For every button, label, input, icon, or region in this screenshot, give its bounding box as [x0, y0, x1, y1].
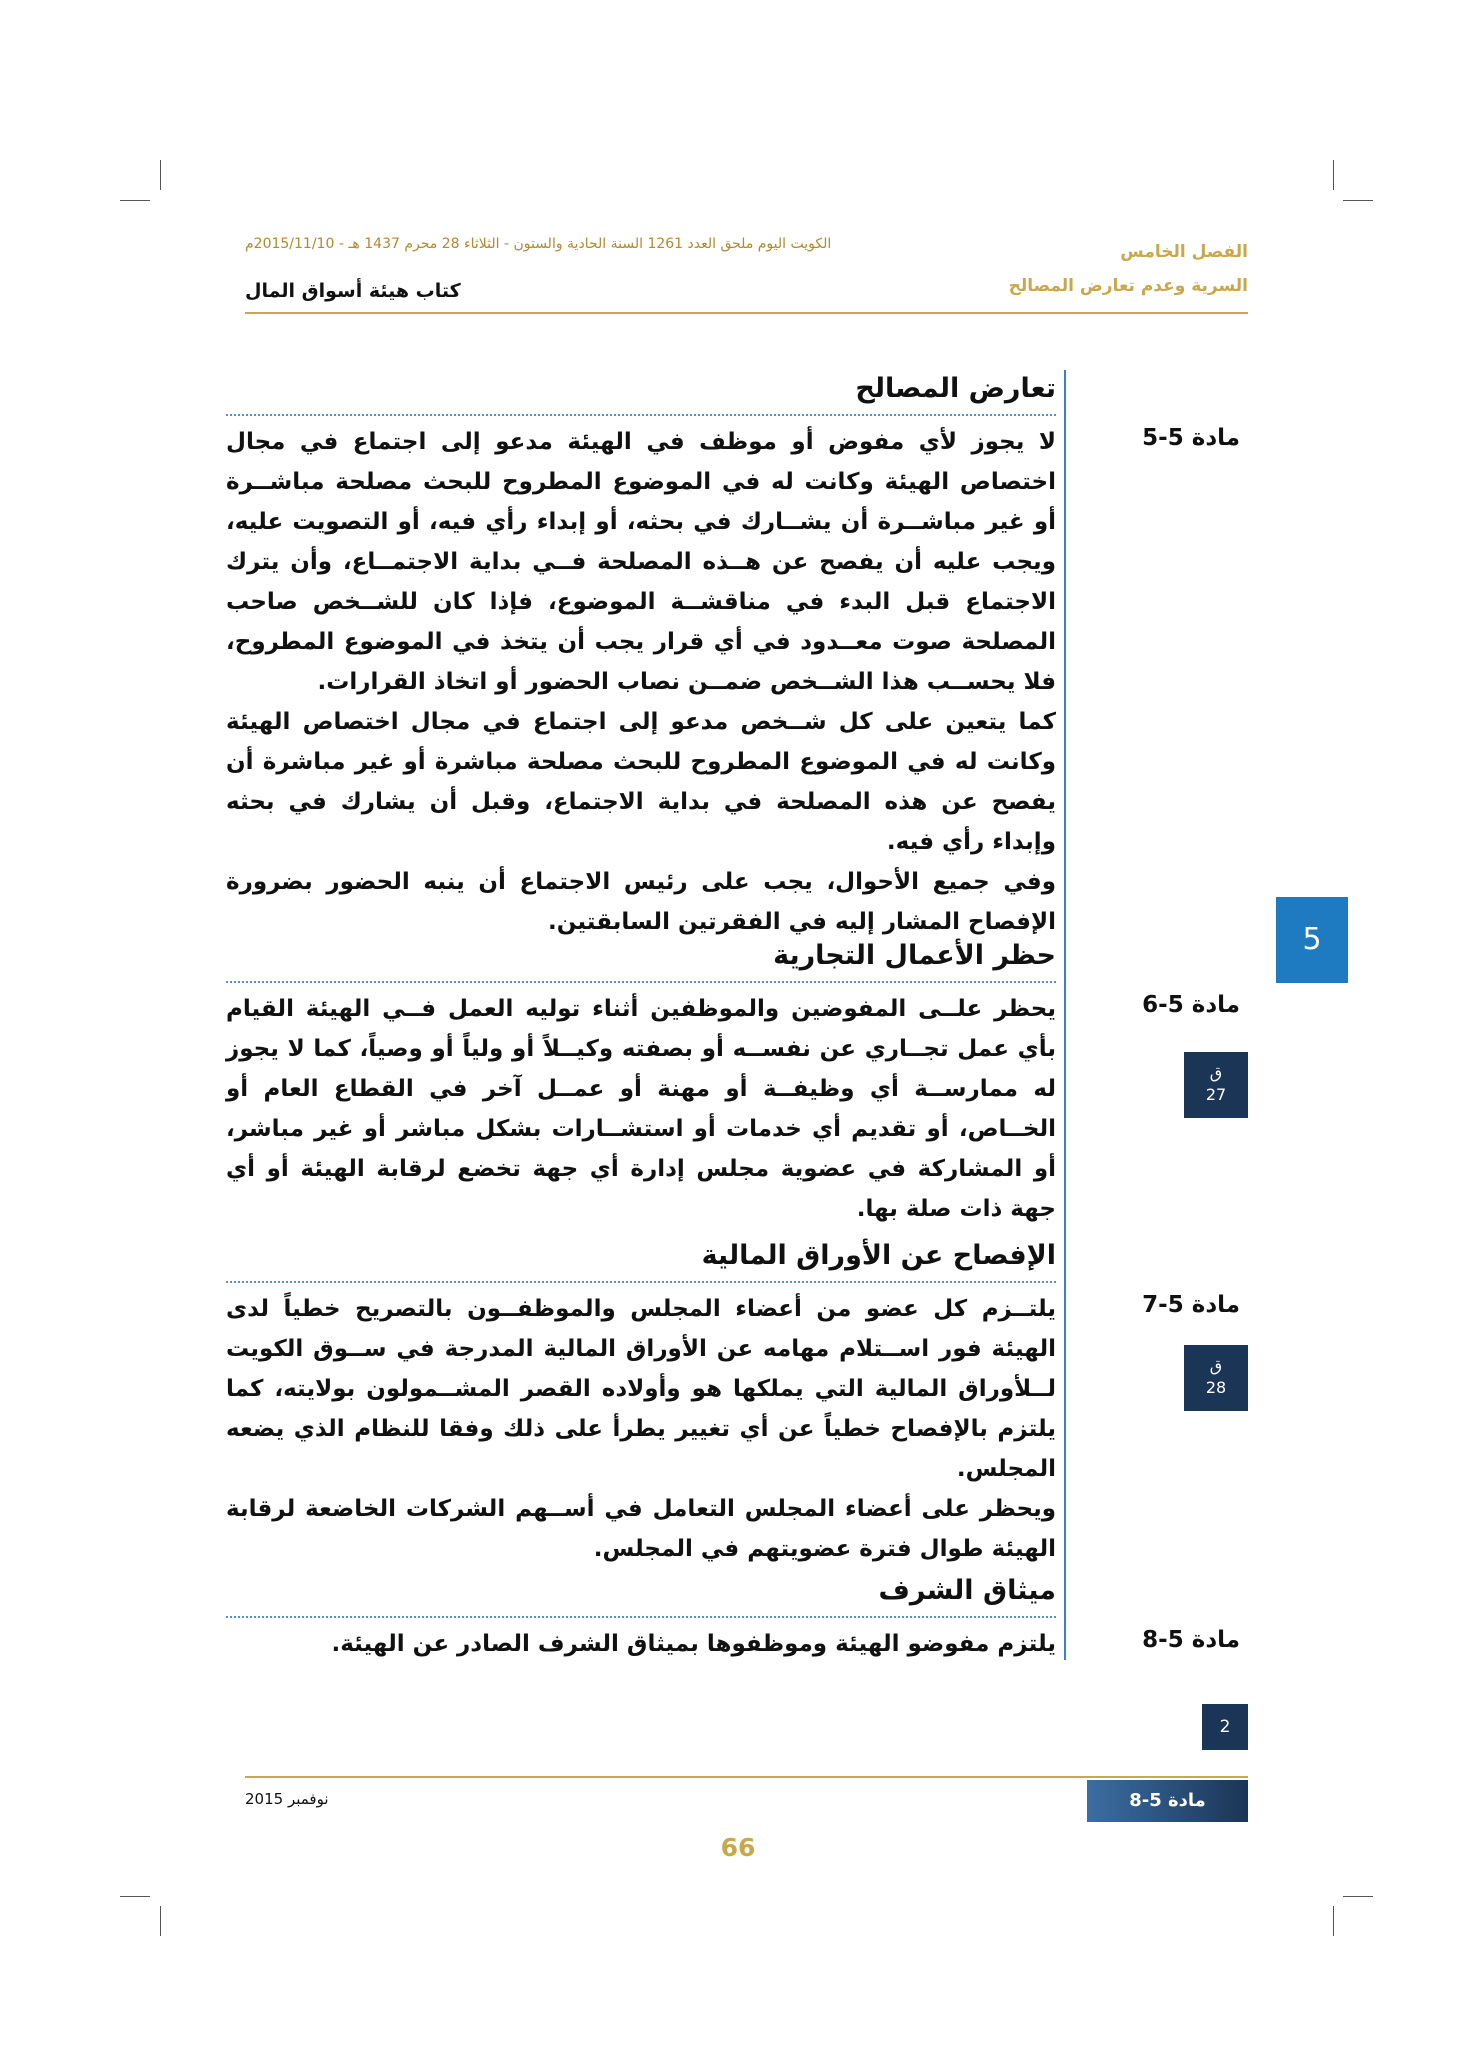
ref-number: 27 [1205, 1085, 1227, 1104]
gazette-line: الكويت اليوم ملحق العدد 1261 السنة الحادية والستون - الثلاثاء 28 محرم 1437 هـ - 2015/11/10م [245, 236, 832, 252]
section-commercial-ban [226, 940, 1056, 1229]
crop-mark [1343, 1896, 1373, 1897]
paragraph: يلتــزم كل عضو من أعضاء المجلس والموظفــون بالتصريح خطياً لدى الهيئة فور اســتلام مهامه عن الأوراق المالية المدرجة في ســوق الكويت لــلأوراق المالية التي يملكها هو وأولاده القصر المشــمولون بولايته، كما يلتزم بالإفصاح خطياً عن أي تغيير يطرأ على ذلك وفقا للنظام الذي يضعه المجلس. [226, 1296, 1056, 1482]
paragraph: كما يتعين على كل شــخص مدعو إلى اجتماع في مجال اختصاص الهيئة وكانت له في الموضوع المطروح للبحث مصلحة مباشرة أو غير مباشرة أن يفصح عن هذه المصلحة في بداية الاجتماع، وقبل أن يشارك في بحثه وإبداء رأي فيه. [226, 709, 1056, 855]
crop-mark [1333, 160, 1334, 190]
law-ref-box [1184, 1052, 1248, 1118]
page-number: 66 [720, 1833, 756, 1862]
ref-label: ق [1209, 1356, 1223, 1375]
ref-number: 28 [1205, 1378, 1227, 1397]
section-title: الإفصاح عن الأوراق المالية [226, 1240, 1056, 1283]
article-label: مادة 5-8 [1142, 1627, 1240, 1653]
chapter-subtitle: السرية وعدم تعارض المصالح [1008, 276, 1248, 296]
paragraph: ويحظر على أعضاء المجلس التعامل في أســهم الشركات الخاضعة لرقابة الهيئة طوال فترة عضويتهم في المجلس. [226, 1496, 1056, 1562]
section-title: تعارض المصالح [226, 373, 1056, 416]
footer-divider [245, 1776, 1248, 1778]
section-code-of-honor [226, 1575, 1056, 1664]
law-ref-box [1184, 1345, 1248, 1411]
crop-mark [1343, 200, 1373, 201]
section-title: ميثاق الشرف [226, 1575, 1056, 1618]
content-rule [1064, 370, 1066, 1660]
section-securities-disclosure [226, 1240, 1056, 1569]
book-title: كتاب هيئة أسواق المال [245, 280, 461, 302]
section-title: حظر الأعمال التجارية [226, 940, 1056, 983]
crop-mark [1333, 1906, 1334, 1936]
footer-date: نوفمبر 2015 [245, 1790, 329, 1808]
crop-mark [160, 1906, 161, 1936]
crop-mark [160, 160, 161, 190]
footer-article-range: مادة 5-8 [1087, 1780, 1248, 1822]
bottom-ref-box: 2 [1202, 1704, 1248, 1750]
chapter-tab: 5 [1276, 897, 1348, 983]
ref-label: ق [1209, 1063, 1223, 1082]
crop-mark [120, 1896, 150, 1897]
section-conflict-of-interest [226, 373, 1056, 942]
header-divider [245, 312, 1248, 314]
paragraph: يلتزم مفوضو الهيئة وموظفوها بميثاق الشرف الصادر عن الهيئة. [331, 1631, 1056, 1657]
article-label: مادة 5-6 [1142, 992, 1240, 1018]
crop-mark [120, 200, 150, 201]
paragraph: لا يجوز لأي مفوض أو موظف في الهيئة مدعو إلى اجتماع في مجال اختصاص الهيئة وكانت له في الموضوع المطروح للبحث مصلحة مباشــرة أو غير مباشــرة أن يشــارك في بحثه، أو إبداء رأي فيه، أو التصويت عليه، ويجب عليه أن يفصح عن هــذه المصلحة فــي بداية الاجتمــاع، وأن يترك الاجتماع قبل البدء في مناقشــة الموضوع، فإذا كان للشــخص صاحب المصلحة صوت معــدود في أي قرار يجب أن يتخذ في الموضوع المطروح، فلا يحســب هذا الشــخص ضمــن نصاب الحضور أو اتخاذ القرارات. [226, 429, 1056, 695]
paragraph: وفي جميع الأحوال، يجب على رئيس الاجتماع أن ينبه الحضور بضرورة الإفصاح المشار إليه في الفقرتين السابقتين. [226, 869, 1056, 935]
chapter-title: الفصل الخامس [1120, 242, 1248, 262]
article-label: مادة 5-5 [1142, 425, 1240, 451]
article-label: مادة 5-7 [1142, 1292, 1240, 1318]
paragraph: يحظر علــى المفوضين والموظفين أثناء توليه العمل فــي الهيئة القيام بأي عمل تجــاري عن نفســه أو بصفته وكيــلاً أو ولياً أو وصياً، كما لا يجوز له ممارســة أي وظيفــة أو مهنة أو عمــل آخر في القطاع العام أو الخــاص، أو تقديم أي خدمات أو استشــارات بشكل مباشر أو غير مباشر، أو المشاركة في عضوية مجلس إدارة أي جهة تخضع لرقابة الهيئة أو أي جهة ذات صلة بها. [226, 996, 1056, 1222]
